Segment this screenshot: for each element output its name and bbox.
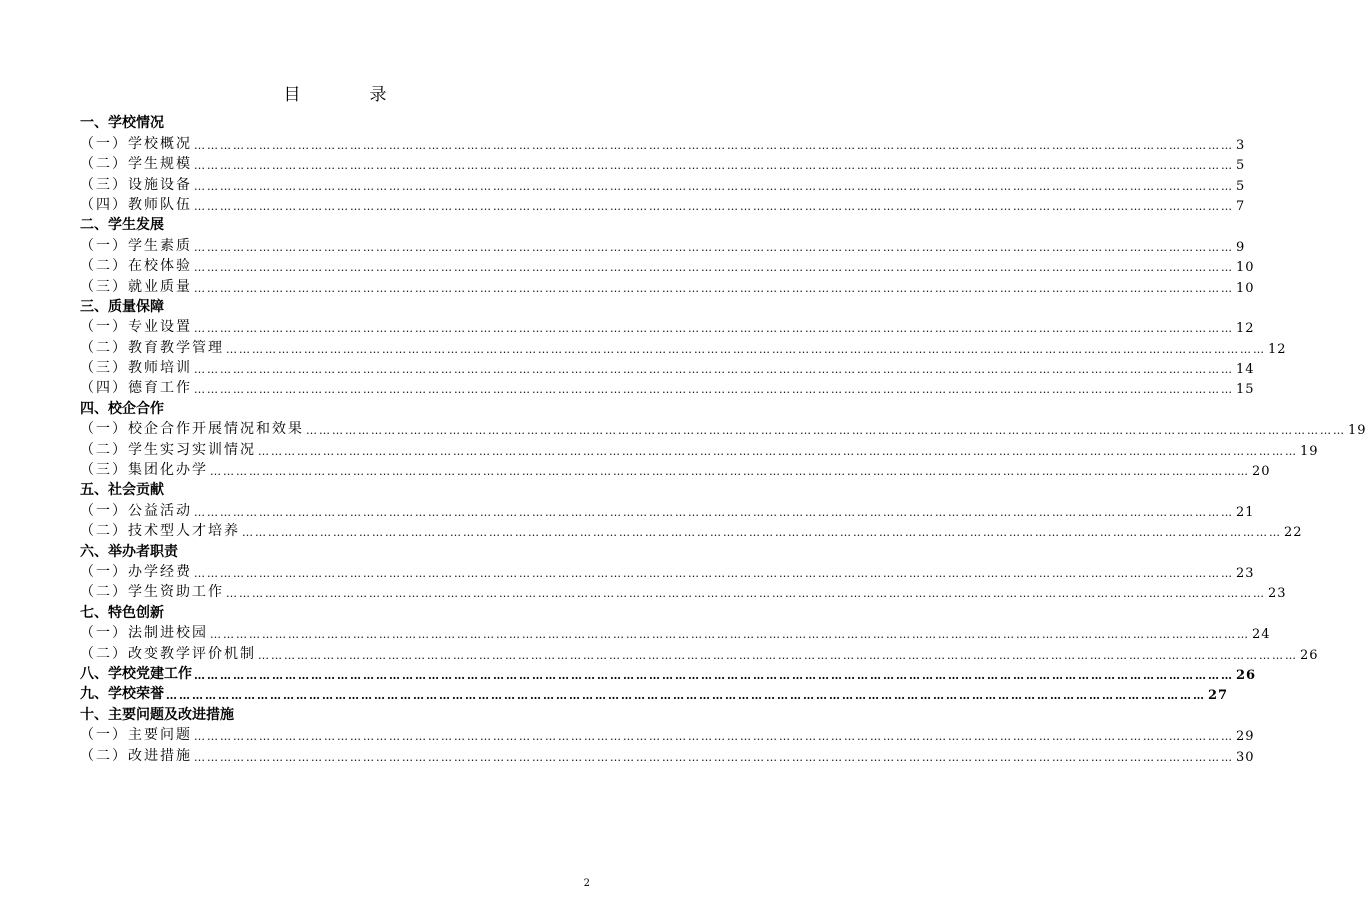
toc-dot-leader: ……………………………………………………………………………………………………………………………………………………………………………………………………………………	[194, 322, 1234, 336]
toc-entry-label: 七、特色创新	[80, 604, 164, 621]
toc-dot-leader: ……………………………………………………………………………………………………………………………………………………………………………………………………………………	[194, 159, 1234, 173]
toc-page-number: 12	[1236, 321, 1255, 337]
toc-entry-label: （四）德育工作	[80, 380, 192, 397]
toc-dot-leader: ……………………………………………………………………………………………………………………………………………………………………………………………………………………	[194, 566, 1234, 580]
toc-dot-leader: ……………………………………………………………………………………………………………………………………………………………………………………………………………………	[194, 383, 1234, 397]
toc-page-number: 5	[1236, 178, 1246, 194]
toc-subsection-entry[interactable]	[80, 622, 1271, 643]
toc-entry-label: （二）在校体验	[80, 258, 192, 275]
toc-dot-leader: ……………………………………………………………………………………………………………………………………………………………………………………………………………………	[210, 628, 1250, 642]
toc-entry-label: 二、学生发展	[80, 217, 164, 234]
toc-subsection-entry[interactable]	[80, 153, 1246, 174]
toc-entry-label: （一）校企合作开展情况和效果	[80, 421, 304, 438]
toc-section-entry[interactable]	[80, 397, 590, 417]
toc-page-number: 21	[1236, 504, 1255, 520]
toc-entry-label: （一）法制进校园	[80, 625, 208, 642]
toc-subsection-entry[interactable]	[80, 499, 1255, 520]
toc-page-number: 9	[1236, 239, 1246, 255]
toc-page-number: 29	[1236, 729, 1255, 745]
toc-section-entry[interactable]	[80, 683, 1229, 704]
toc-dot-leader: ……………………………………………………………………………………………………………………………………………………………………………………………………………………	[194, 730, 1234, 744]
toc-page-number: 12	[1268, 341, 1287, 357]
toc-section-entry[interactable]	[80, 479, 590, 499]
toc-page-number: 23	[1236, 565, 1255, 581]
toc-section-entry[interactable]	[80, 214, 590, 234]
toc-subsection-entry[interactable]	[80, 234, 1246, 255]
toc-page-number: 10	[1236, 280, 1255, 296]
toc-entry-label: （二）改变教学评价机制	[80, 645, 256, 662]
toc-dot-leader: ……………………………………………………………………………………………………………………………………………………………………………………………………………………	[194, 199, 1234, 213]
toc-title: 目 录	[283, 85, 413, 105]
toc-subsection-entry[interactable]	[80, 173, 1246, 194]
toc-subsection-entry[interactable]	[80, 357, 1255, 378]
toc-entry-label: （一）办学经费	[80, 563, 192, 580]
toc-page-number: 19	[1300, 443, 1319, 459]
toc-entry-label: 九、学校荣誉	[80, 686, 164, 703]
toc-subsection-entry[interactable]	[80, 255, 1255, 276]
toc-entry-label: （三）设施设备	[80, 176, 192, 193]
toc-page-number: 26	[1236, 667, 1257, 683]
toc-page-number: 14	[1236, 362, 1255, 378]
toc-page-number: 22	[1284, 525, 1303, 541]
toc-entry-label: （一）专业设置	[80, 319, 192, 336]
toc-subsection-entry[interactable]	[80, 438, 1319, 459]
toc-page-number: 10	[1236, 260, 1255, 276]
toc-subsection-entry[interactable]	[80, 275, 1255, 296]
toc-subsection-entry[interactable]	[80, 418, 1367, 439]
toc-entry-label: （一）学生素质	[80, 237, 192, 254]
toc-subsection-entry[interactable]	[80, 581, 1287, 602]
table-of-contents	[80, 112, 1367, 765]
toc-subsection-entry[interactable]	[80, 377, 1255, 398]
toc-entry-label: 五、社会贡献	[80, 482, 164, 499]
toc-section-entry[interactable]	[80, 703, 590, 723]
toc-entry-label: （三）教师培训	[80, 360, 192, 377]
toc-entry-label: 八、学校党建工作	[80, 665, 192, 682]
toc-entry-label: （一）学校概况	[80, 135, 192, 152]
toc-section-entry[interactable]	[80, 663, 1257, 683]
toc-page-number: 7	[1236, 198, 1246, 214]
toc-subsection-entry[interactable]	[80, 520, 1303, 541]
toc-dot-leader: ……………………………………………………………………………………………………………………………………………………………………………………………………………………	[194, 261, 1234, 275]
toc-dot-leader: ……………………………………………………………………………………………………………………………………………………………………………………………………………………	[194, 505, 1234, 519]
toc-page-number: 30	[1236, 749, 1255, 765]
toc-dot-leader: ……………………………………………………………………………………………………………………………………………………………………………………………………………………	[226, 342, 1266, 356]
toc-subsection-entry[interactable]	[80, 132, 1246, 153]
toc-page-number: 23	[1268, 586, 1287, 602]
toc-dot-leader: ……………………………………………………………………………………………………………………………………………………………………………………………………………………	[194, 750, 1234, 764]
toc-entry-label: （二）学生资助工作	[80, 584, 224, 601]
toc-subsection-entry[interactable]	[80, 459, 1271, 480]
toc-entry-label: （二）教育教学管理	[80, 339, 224, 356]
toc-entry-label: （二）学生规模	[80, 156, 192, 173]
toc-section-entry[interactable]	[80, 296, 590, 316]
toc-entry-label: （四）教师队伍	[80, 196, 192, 213]
toc-entry-label: 四、校企合作	[80, 400, 164, 417]
toc-dot-leader: ……………………………………………………………………………………………………………………………………………………………………………………………………………………	[194, 363, 1234, 377]
toc-entry-label: （一）公益活动	[80, 502, 192, 519]
toc-dot-leader: ……………………………………………………………………………………………………………………………………………………………………………………………………………………	[194, 240, 1234, 254]
toc-page-number: 19	[1348, 423, 1367, 439]
toc-entry-label: 六、举办者职责	[80, 543, 178, 560]
toc-subsection-entry[interactable]	[80, 744, 1255, 765]
toc-entry-label: （二）学生实习实训情况	[80, 441, 256, 458]
toc-dot-leader: ……………………………………………………………………………………………………………………………………………………………………………………………………………………	[166, 689, 1206, 703]
page-number: 2	[583, 878, 590, 889]
toc-subsection-entry[interactable]	[80, 336, 1287, 357]
toc-entry-label: （三）集团化办学	[80, 462, 208, 479]
toc-page-number: 24	[1252, 627, 1271, 643]
toc-subsection-entry[interactable]	[80, 561, 1255, 581]
toc-subsection-entry[interactable]	[80, 316, 1255, 337]
toc-page-number: 20	[1252, 464, 1271, 480]
toc-subsection-entry[interactable]	[80, 724, 1255, 745]
toc-subsection-entry[interactable]	[80, 194, 1246, 214]
toc-dot-leader: ……………………………………………………………………………………………………………………………………………………………………………………………………………………	[258, 444, 1298, 458]
toc-dot-leader: ……………………………………………………………………………………………………………………………………………………………………………………………………………………	[306, 424, 1346, 438]
toc-entry-label: （一）主要问题	[80, 727, 192, 744]
toc-dot-leader: ……………………………………………………………………………………………………………………………………………………………………………………………………………………	[194, 179, 1234, 193]
toc-entry-label: （二）改进措施	[80, 747, 192, 764]
toc-dot-leader: ……………………………………………………………………………………………………………………………………………………………………………………………………………………	[226, 587, 1266, 601]
toc-page-number: 27	[1208, 688, 1229, 704]
toc-page-number: 15	[1236, 382, 1255, 398]
toc-section-entry[interactable]	[80, 112, 590, 132]
toc-dot-leader: ……………………………………………………………………………………………………………………………………………………………………………………………………………………	[194, 138, 1234, 152]
toc-section-entry[interactable]	[80, 601, 590, 621]
toc-dot-leader: ……………………………………………………………………………………………………………………………………………………………………………………………………………………	[194, 281, 1234, 295]
toc-subsection-entry[interactable]	[80, 642, 1319, 663]
toc-entry-label: 三、质量保障	[80, 298, 164, 315]
toc-dot-leader: ……………………………………………………………………………………………………………………………………………………………………………………………………………………	[258, 648, 1298, 662]
toc-dot-leader: ……………………………………………………………………………………………………………………………………………………………………………………………………………………	[210, 465, 1250, 479]
toc-page-number: 26	[1300, 647, 1319, 663]
toc-entry-label: 十、主要问题及改进措施	[80, 706, 234, 723]
toc-section-entry[interactable]	[80, 540, 590, 560]
toc-entry-label: 一、学校情况	[80, 115, 164, 132]
toc-dot-leader: ……………………………………………………………………………………………………………………………………………………………………………………………………………………	[194, 668, 1234, 682]
toc-page-number: 3	[1236, 137, 1246, 153]
toc-entry-label: （二）技术型人才培养	[80, 523, 240, 540]
toc-dot-leader: ……………………………………………………………………………………………………………………………………………………………………………………………………………………	[242, 526, 1282, 540]
toc-page-number: 5	[1236, 158, 1246, 174]
toc-entry-label: （三）就业质量	[80, 278, 192, 295]
